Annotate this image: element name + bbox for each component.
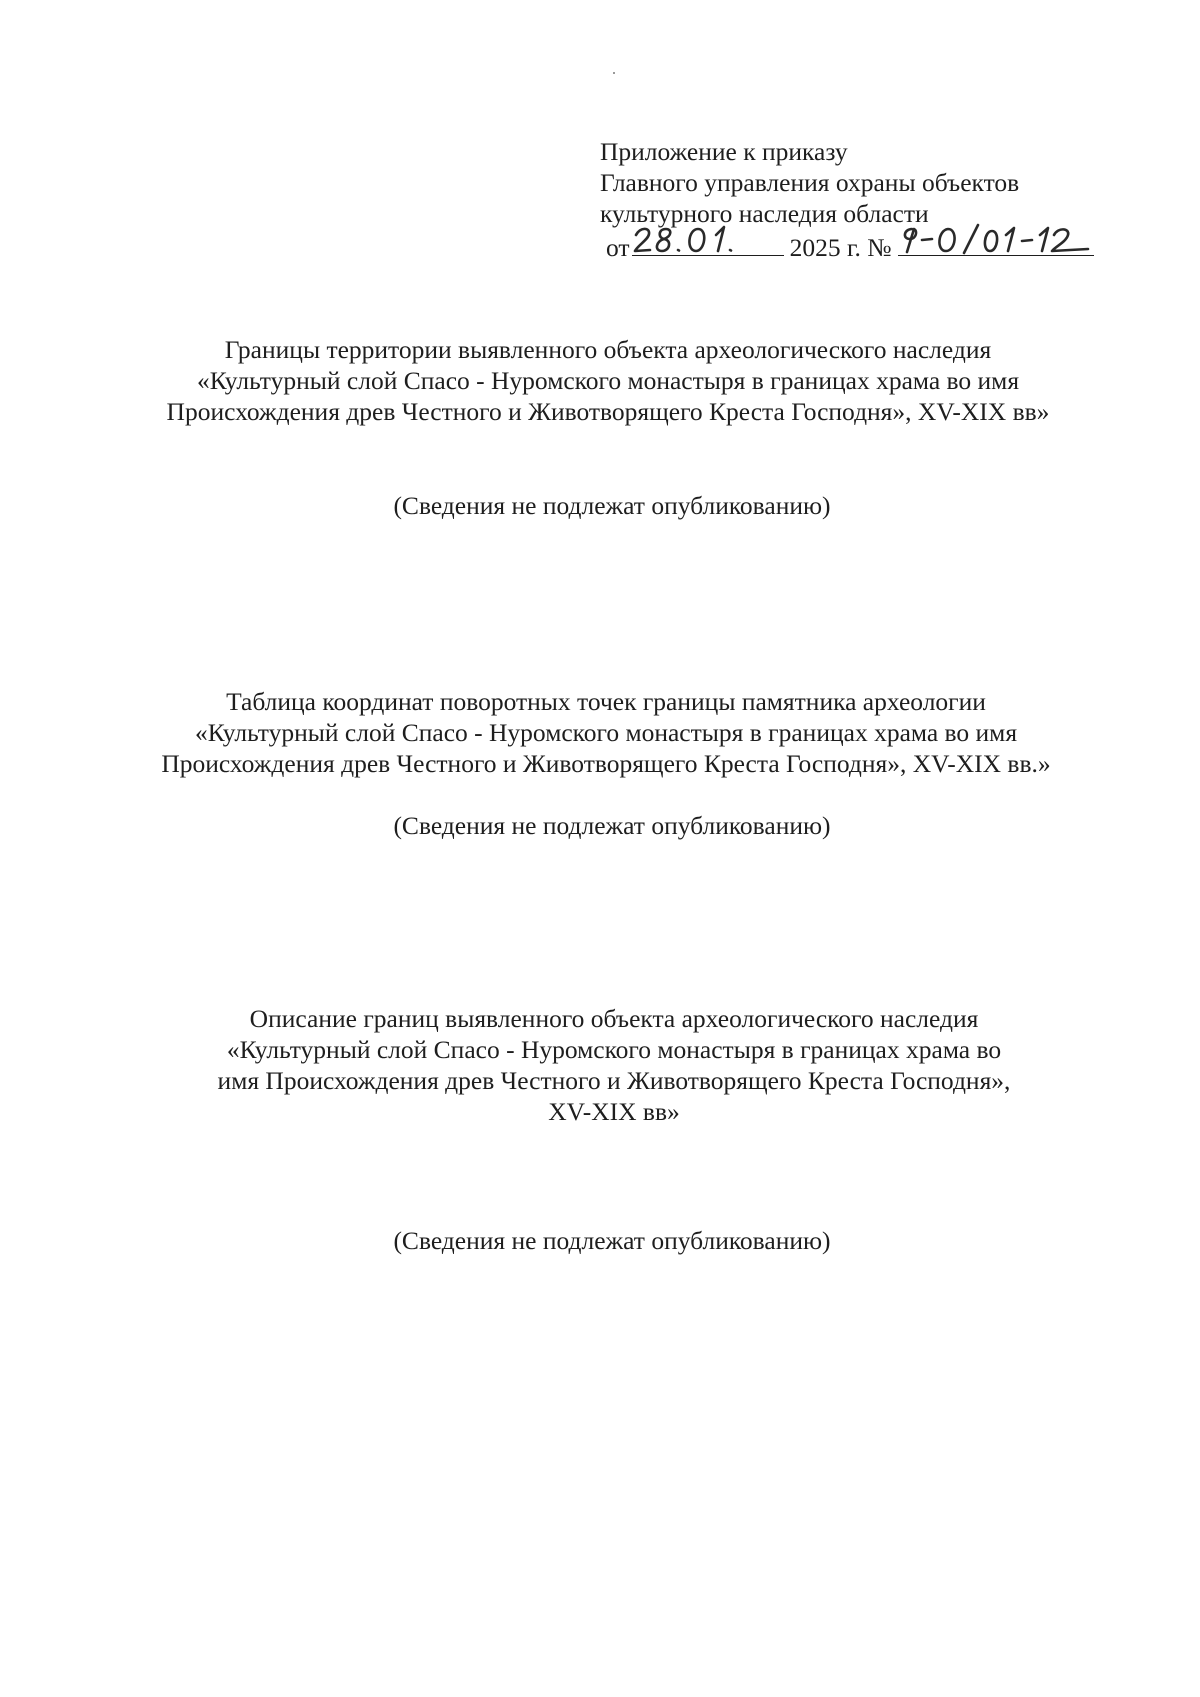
section-boundaries-line-3: Происхождения древ Честного и Животворящего Креста Господня», XV-XIX вв»: [166, 397, 1050, 426]
section-boundaries-title: [8, 334, 1200, 427]
handwritten-number-signature: [898, 221, 1094, 255]
section-coordinates-title: [6, 686, 1200, 779]
section-description-line-4: XV-XIX вв»: [548, 1097, 680, 1126]
section-description-line-3: имя Происхождения древ Честного и Животворящего Креста Господня»,: [217, 1066, 1011, 1095]
section-coordinates-line-2: «Культурный слой Спасо - Нуромского монастыря в границах храма во имя: [194, 718, 1018, 747]
order-reference: [600, 229, 1120, 263]
appendix-line-3: культурного наследия области: [600, 199, 929, 228]
order-prefix: от: [606, 233, 630, 262]
section-description-line-2: «Культурный слой Спасо - Нуромского монастыря в границах храма во: [226, 1035, 1002, 1064]
appendix-line-1: Приложение к приказу: [600, 137, 848, 166]
appendix-header: [600, 136, 1120, 263]
section-coordinates-note: (Сведения не подлежат опубликованию): [393, 811, 831, 840]
section-boundaries-line-1: Границы территории выявленного объекта археологического наследия: [224, 335, 992, 364]
section-boundaries-note: (Сведения не подлежат опубликованию): [393, 491, 831, 520]
handwritten-date-signature: [632, 221, 784, 255]
section-description-note: (Сведения не подлежат опубликованию): [393, 1226, 831, 1255]
order-number-field: [898, 229, 1094, 256]
order-date-field: [632, 229, 784, 256]
appendix-line-2: Главного управления охраны объектов: [600, 168, 1020, 197]
order-year: 2025 г. №: [789, 233, 892, 262]
section-coordinates-line-3: Происхождения древ Честного и Животворящего Креста Господня», XV-XIX вв.»: [161, 749, 1051, 778]
section-description-line-1: Описание границ выявленного объекта археологического наследия: [249, 1004, 979, 1033]
section-boundaries-line-2: «Культурный слой Спасо - Нуромского монастыря в границах храма во имя: [196, 366, 1020, 395]
section-description-title: [114, 1003, 1114, 1127]
section-coordinates-line-1: Таблица координат поворотных точек границы памятника археологии: [226, 687, 986, 716]
scan-speck: [613, 72, 615, 74]
